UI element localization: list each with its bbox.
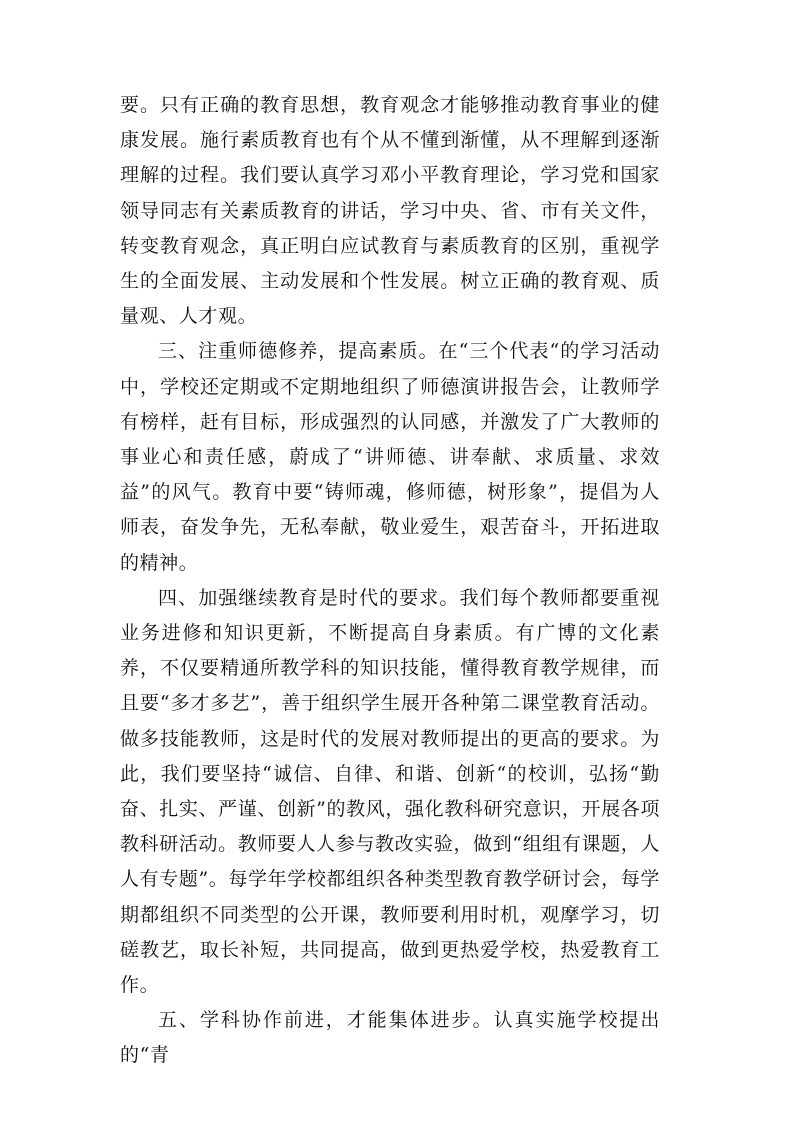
paragraph-section-five: 五、学科协作前进，才能集体进步。认真实施学校提出的“青 <box>120 1009 660 1067</box>
paragraph-continuation: 要。只有正确的教育思想，教育观念才能够推动教育事业的健康发展。施行素质教育也有个从不懂到渐懂，从不理解到逐渐理解的过程。我们要认真学习邓小平教育理论，学习党和国家领导同志有关素质教育的讲话，学习中央、省、市有关文件，转变教育观念，真正明白应试教育与素质教育的区别，重视学生的全面发展、主动发展和个性发展。树立正确的教育观、质量观、人才观。 <box>120 94 660 328</box>
paragraph-section-four: 四、加强继续教育是时代的要求。我们每个教师都要重视业务进修和知识更新，不断提高自身素质。有广博的文化素养，不仅要精通所教学科的知识技能，懂得教育教学规律，而且要“多才多艺”，善于组织学生展开各种第二课堂教育活动。做多技能教师，这是时代的发展对教师提出的更高的要求。为此，我们要坚持“诚信、自律、和谐、创新“的校训，弘扬“勤奋、扎实、严谨、创新”的教风，强化教科研究意识，开展各项教科研活动。教师要人人参与教改实验，做到“组组有课题，人人有专题”。每学年学校都组织各种类型教育教学研讨会，每学期都组织不同类型的公开课，教师要利用时机，观摩学习，切磋教艺，取长补短，共同提高，做到更热爱学校，热爱教育工作。 <box>120 586 660 997</box>
paragraph-section-three: 三、注重师德修养，提高素质。在“三个代表“的学习活动中，学校还定期或不定期地组织了师德演讲报告会，让教师学有榜样，赶有目标，形成强烈的认同感，并激发了广大教师的事业心和责任感，蔚成了“讲师德、讲奉献、求质量、求效益”的风气。教育中要“铸师魂，修师德，树形象”，提倡为人师表，奋发争先，无私奉献，敬业爱生，艰苦奋斗，开拓进取的精神。 <box>120 340 660 574</box>
document-body <box>120 88 660 1074</box>
